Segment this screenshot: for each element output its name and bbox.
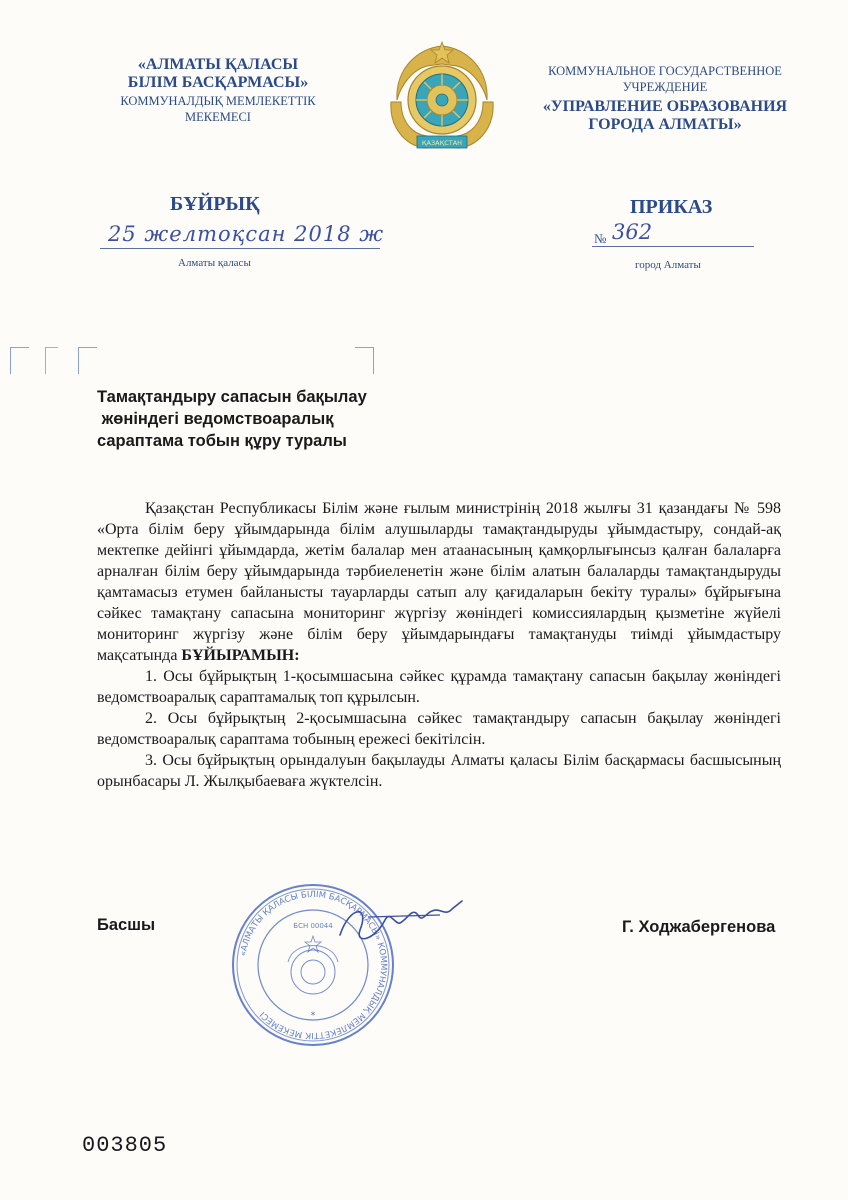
body-paragraph-2: 1. Осы бұйрықтың 1-қосымшасына сәйкес құрамда тамақтану сапасын бақылау жөніндегі ведомствоаралық сараптамалық топ құрылсын. — [97, 668, 781, 706]
document-serial-number: 003805 — [82, 1133, 168, 1158]
signatory-title: Басшы — [97, 916, 156, 934]
handwritten-signature-icon — [330, 895, 470, 955]
number-sign: № — [594, 231, 607, 246]
body-paragraph-4: 3. Осы бұйрықтың орындалуын бақылауды Алматы қаласы Білім басқармасы басшысының орынбасары Л. Жылқыбаеваға жүктелсін. — [97, 752, 781, 790]
frame-corner-right — [355, 347, 374, 374]
org-type-kz-line2: МЕКЕМЕСІ — [185, 110, 251, 124]
svg-text:ҚАЗАҚСТАН: ҚАЗАҚСТАН — [421, 139, 463, 147]
order-title-ru: ПРИКАЗ — [630, 196, 713, 218]
frame-corner-mid2 — [78, 347, 97, 374]
svg-text:БСН 00044: БСН 00044 — [293, 922, 333, 930]
city-ru: город Алматы — [635, 259, 701, 271]
order-subject — [97, 386, 367, 452]
org-type-kz-line1: КОММУНАЛДЫҚ МЕМЛЕКЕТТІК — [120, 94, 316, 108]
order-body — [97, 498, 781, 792]
body-p1-text: Қазақстан Республикасы Білім және ғылым министрінің 2018 жылғы 31 қазандағы № 598 «Орта білім беру ұйымдарында білім алушыларды тамақтандыруды ұйымдастыру, сондай-ақ мектепке дейінгі ұйымдарда, жетім балалар мен атаанасының қамқорлығынсыз қалған балаларға арналған білім беру ұйымдарында тәрбиеленетін және білім алатын балаларды тамақтандыруды қамтамасыз етумен байланысты тауарларды сатып алу қағидаларын бекіту туралы» бұйрығына сәйкес тамақтану сапасына мониторинг жүргізу жөніндегі комиссиялардың қызметіне жүйелі мониторинг жүргізу және білім беру ұйымдарындағы тамақтануды тиімді ұйымдастыру мақсатында — [97, 500, 781, 664]
body-paragraph-3: 2. Осы бұйрықтың 2-қосымшасына сәйкес тамақтандыру сапасын бақылау жөніндегі ведомствоаралық сараптама тобының ережесі бекітілсін. — [97, 710, 781, 748]
body-p1-emphasis: БҰЙЫРАМЫН: — [181, 647, 300, 664]
order-title-kz: БҰЙРЫҚ — [170, 193, 260, 215]
org-type-ru-line2: УЧРЕЖДЕНИЕ — [622, 80, 708, 94]
subject-line2: жөніндегі ведомствоаралық — [97, 410, 334, 428]
svg-text:*: * — [310, 1011, 316, 1021]
state-emblem-icon — [387, 40, 497, 155]
subject-line3: сараптама тобын құру туралы — [97, 432, 347, 450]
org-name-kz-line2: БІЛІМ БАСҚАРМАСЫ» — [127, 74, 309, 91]
org-name-ru-line2: ГОРОДА АЛМАТЫ» — [588, 116, 742, 133]
svg-text:«АЛМАТЫ ҚАЛАСЫ БІЛІМ БАСҚАРМАС: «АЛМАТЫ ҚАЛАСЫ БІЛІМ БАСҚАРМАСЫ» КОММУНАЛДЫҚ МЕМЛЕКЕТТІК МЕКЕМЕСІ — [238, 889, 389, 1041]
order-date-handwritten: 25 желтоқсан 2018 ж — [108, 222, 385, 246]
subject-line1: Тамақтандыру сапасын бақылау — [97, 388, 367, 406]
org-name-kz-line1: «АЛМАТЫ ҚАЛАСЫ — [137, 56, 299, 73]
city-kz: Алматы қаласы — [178, 257, 251, 269]
header-right-block — [520, 62, 810, 134]
org-type-ru-line1: КОММУНАЛЬНОЕ ГОСУДАРСТВЕННОЕ — [548, 64, 782, 78]
frame-corner-left — [10, 347, 29, 374]
order-number-handwritten: 362 — [612, 220, 653, 244]
org-name-ru-line1: «УПРАВЛЕНИЕ ОБРАЗОВАНИЯ — [542, 98, 788, 115]
signatory-name: Г. Ходжабергенова — [622, 918, 776, 936]
frame-corner-mid1 — [45, 347, 58, 374]
header-left-block — [98, 56, 338, 124]
body-paragraph-1 — [97, 498, 781, 666]
